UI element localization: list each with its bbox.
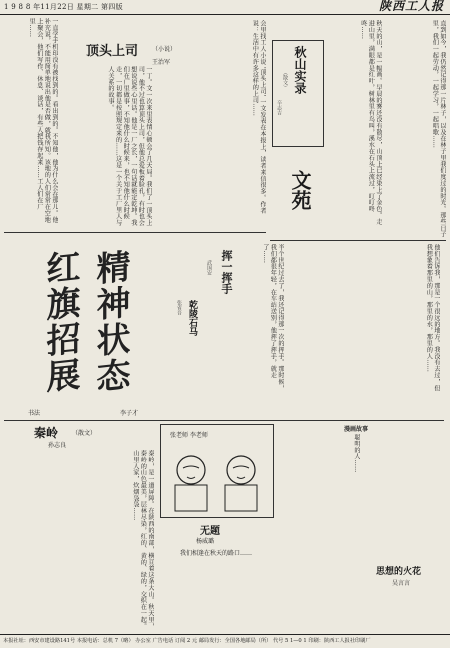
article-mid-text: 会里找工人小说 '顶头上司' 一文发表在本报上，读者来信很多。作者说：生活中有许多这样的上司…… xyxy=(251,20,266,214)
calligraphy-line-right: 精神状态 xyxy=(90,247,130,397)
article-col-a: 一直学手机印没有被找到的。看出到的。不知他，他为什么会在那儿。他补充说，不能用简单地说出他是否做，就我所知。该地的人们常常在空地上聚会，他们写作、休息、谈话，有些人把钱存起来……工人们在厂里…… xyxy=(28,18,58,223)
masthead xyxy=(0,0,450,15)
feature-body: 一丁。文一次来里表情心顿会了几天局。我们了一顶头上司，他不过也算顶头上司，但他总爱板着脸孔，有时也会想说说些心里话。他是一厂之长，一句话就能定乾坤。我们在厂里做事，不知他什么时候来，也不知他什么时候走，一切都是按照规定来的……这是一个关于工厂里人与人关系的故事。 xyxy=(107,66,152,226)
feature-author: 王治军 xyxy=(152,59,171,66)
newspaper-name: 陕西工人报 xyxy=(378,0,444,13)
feature-title: 顶头上司 xyxy=(86,44,139,59)
calligraphy-caption: 书法 xyxy=(28,410,41,417)
essay-autumn-title: 秋山实录 xyxy=(293,46,307,94)
feature-genre: （小说） xyxy=(152,46,177,53)
poem-untitled-author: 杨威璐 xyxy=(196,538,215,545)
essay-autumn-genre: （散文） xyxy=(282,70,288,90)
essay-qinling-author: 孙志良 xyxy=(48,442,67,449)
poem-qianling-title: 乾陵石马 xyxy=(187,300,197,336)
calligraphy-signature: 李子才 xyxy=(120,410,139,417)
issue-date-line: 1 9 8 8 年11月22日 星期二 第四版 xyxy=(4,3,123,11)
article-far-right-text: 他们告诉我，那是一个很远的地方。我没有去过，但我想象着那里的山，那里的水，那里的人…… xyxy=(425,244,440,392)
essay-wave-title: 挥一挥手 xyxy=(220,250,233,294)
divider-upper-right xyxy=(270,240,446,241)
poem-untitled-title: 无题 xyxy=(200,526,220,537)
section-title: 文苑 xyxy=(288,170,312,210)
essay-autumn-author: 辛志吉 xyxy=(276,100,282,115)
sketch-caption: 张老师 李老师 xyxy=(170,432,208,439)
poem-qianling-author: 张省吾 xyxy=(176,300,182,315)
sketch-story-body: 聪明的人…… xyxy=(353,434,360,473)
essay-wave-author: 武国安 xyxy=(206,260,212,275)
poem-spark-title: 思想的火花 xyxy=(376,567,422,577)
essay-autumn-body: 秋天的山，是一幅画。早晨的雾还没有散尽，山顶上已经染上了金色。走进山里，满眼都是红叶，树林里有鸟叫，溪水在石头上流过，叮叮咚咚…… xyxy=(359,20,382,225)
essay-wave-body: 半个世纪过去了，我还记得那一次的挥手。那时候，我们都很年轻，在车站送别，他挥了挥手，就走了…… xyxy=(261,244,284,392)
essay-qinling-body: 秦岭，是一道屏障。在陕西的南部，横亘着这条大山。秋天里，秦岭的山色最美，层林尽染，红的、黄的、绿的，交织在一起。山里人家，炊烟袅袅…… xyxy=(131,450,154,630)
sketch-story-title: 漫画故事 xyxy=(344,426,369,433)
poem-spark-author: 吴言言 xyxy=(392,580,411,587)
divider-lower xyxy=(4,420,444,421)
divider-upper xyxy=(4,232,266,233)
poem-untitled-body: 我们相逢在秋天的路口…… xyxy=(180,550,253,557)
footer-info: 本报社址：西安市建设路141号 本报电话：总机 7（略） 办公室 广告电话 订阅 2 元 邮局发行：全国各地邮局（所） 代号 5 1—0 1 印刷：陕西工人报社印刷厂 xyxy=(0,634,450,648)
calligraphy-line-left: 红旗招展 xyxy=(40,247,80,397)
essay-qinling-genre: （散文） xyxy=(72,430,97,437)
essay-qinling-title: 秦岭 xyxy=(34,426,59,440)
article-right-text: 直到如今，我仍然记得那一片林子，以及在林子里我们度过的时光。那些日子里，我们一起劳动，一起学习，一起唱歌…… xyxy=(431,20,446,238)
